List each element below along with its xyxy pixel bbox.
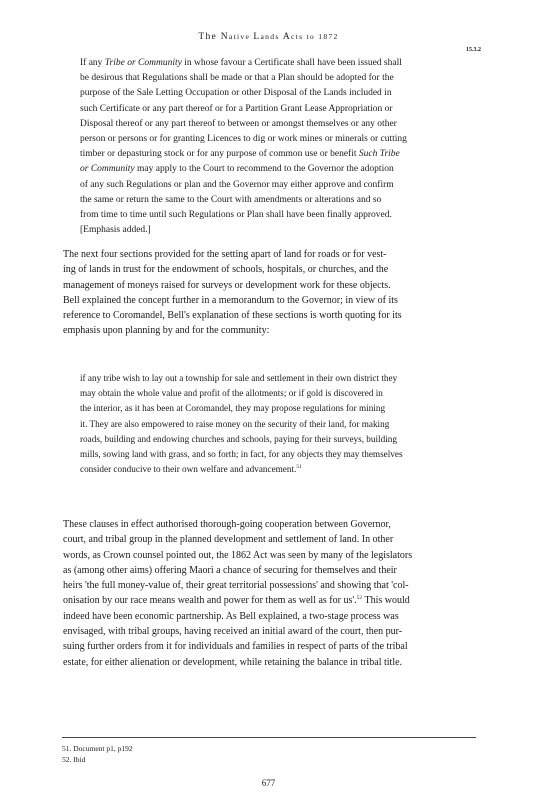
quote-line: person or persons or for granting Licences to dig or work mines or minerals or cutting (80, 134, 407, 145)
text-line: Bell explained the concept further in a memorandum to the Governor; in view of its (63, 294, 398, 306)
quote-line: [Emphasis added.] (80, 225, 151, 236)
body-paragraph-1 (63, 247, 475, 339)
quote-line: such Certificate or any part thereof or for a Partition Grant Lease Appropriation or (80, 103, 393, 114)
quote-line: roads, building and endowing churches and schools, paying for their surveys, building (80, 433, 397, 444)
quote-line: of any such Regulations or plan and the Governor may either approve and confirm (80, 179, 394, 190)
quote-line: it. They are also empowered to raise money on the security of their land, for making (80, 418, 390, 429)
quote-line: Disposal thereof or any part thereof to between or amongst themselves or any other (80, 118, 397, 129)
block-quote-statute (80, 56, 468, 238)
text-line: emphasis upon planning by and for the community: (63, 325, 270, 337)
text-line: court, and tribal group in the planned development and settlement of land. In other (63, 534, 394, 546)
body-paragraph-2 (63, 517, 475, 670)
footnote-ref-52[interactable]: 52 (356, 595, 363, 602)
text-line: onisation by our race means wealth and power for them as well as for us'.$^{52}$ This would (63, 595, 410, 607)
text-line: suing further orders from it for individuals and families in respect of parts of the tribal (63, 641, 408, 653)
footnote-51: 51. Document p1, p192 (62, 744, 133, 753)
text-line: reference to Coromandel, Bell's explanation of these sections is worth quoting for its (63, 310, 402, 322)
quote-line: the same or return the same to the Court with amendments or alterations and so (80, 194, 382, 205)
text-line: The next four sections provided for the setting apart of land for roads or for vest- (63, 249, 387, 260)
quote-line: if any tribe wish to lay out a township for sale and settlement in their own district they (80, 373, 398, 383)
text-line: indeed have been economic partnership. As Bell explained, a two-stage process was (63, 610, 399, 622)
running-header: The Native Lands Acts to 1872 (198, 32, 339, 42)
footnote-52: 52. Ibid (62, 754, 86, 764)
quote-line: timber or depasturing stock or for any purpose of common use or benefit Such Tribe (80, 149, 400, 160)
text-line: estate, for either alienation or development, while retaining the balance in tribal title. (63, 656, 403, 668)
text-line: words, as Crown counsel pointed out, the 1862 Act was seen by many of the legislators (63, 549, 413, 561)
text-line: ing of lands in trust for the endowment of schools, hospitals, or churches, and the (63, 264, 389, 276)
quote-line: consider conducive to their own welfare and advancement.$^{51}$ (80, 464, 302, 475)
text-line: heirs 'the full money-value of, their great territorial possessions' and showing that 'col- (63, 580, 409, 592)
section-number: 15.3.2 (466, 47, 481, 53)
text-line: envisaged, with tribal groups, having received an initial award of the court, then pur- (63, 626, 403, 638)
footnote-separator (62, 737, 476, 738)
page-number: 677 (261, 778, 276, 788)
quote-line: purpose of the Sale Letting Occupation or other Disposal of the Lands included in (80, 88, 392, 99)
quote-line: the interior, as it has been at Coromandel, they may propose regulations for mining (80, 403, 386, 414)
quote-line: mills, sowing land with grass, and so forth; in fact, for any objects they may themselves (80, 449, 403, 460)
quote-line: or Community may apply to the Court to recommend to the Governor the adoption (80, 164, 394, 175)
footnote-ref-51[interactable]: 51 (296, 464, 302, 471)
text-line: These clauses in effect authorised thorough-going cooperation between Governor, (63, 519, 391, 530)
text-line: as (among other aims) offering Maori a chance of securing for themselves and their (63, 564, 397, 576)
quote-line: be desirous that Regulations shall be made or that a Plan should be adopted for the (80, 73, 394, 84)
quote-line: may obtain the whole value and profit of the allotments; or if gold is discovered in (80, 388, 383, 399)
text-line: management of moneys raised for surveys or development work for these objects. (63, 279, 391, 291)
quote-line: from time to time until such Regulations or Plan shall have been finally approved. (80, 210, 392, 221)
footnotes (62, 744, 133, 765)
quote-line: If any Tribe or Community in whose favour a Certificate shall have been issued shall (80, 58, 402, 68)
block-quote-memorandum (80, 371, 474, 477)
